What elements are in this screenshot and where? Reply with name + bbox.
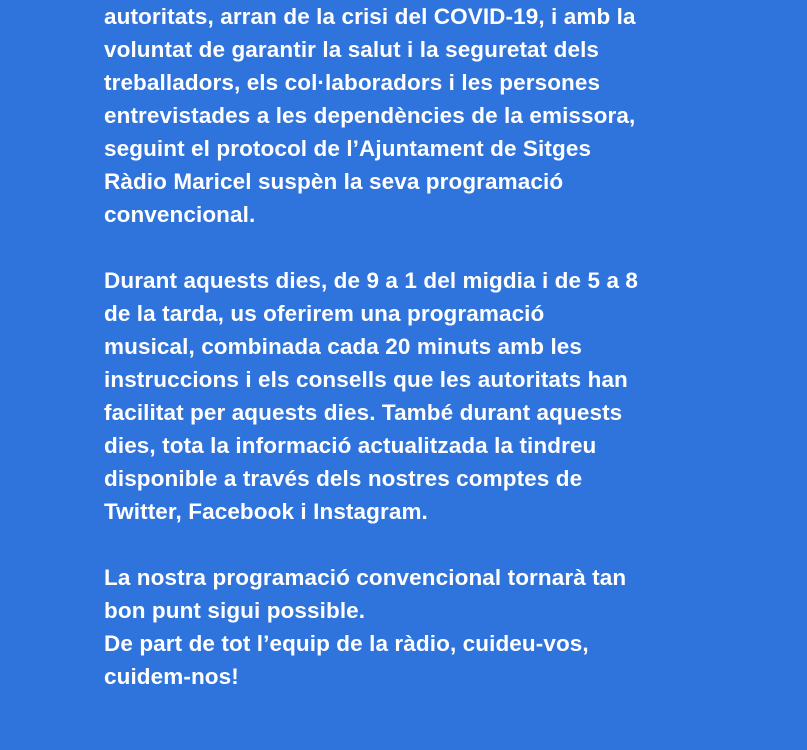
text-line: convencional. [104,202,256,227]
text-line: Durant aquests dies, de 9 a 1 del migdia i de 5 a 8 [104,268,639,293]
text-line: musical, combinada cada 20 minuts amb les [104,334,583,359]
text-line: voluntat de garantir la salut i la seguretat dels [104,37,600,62]
text-line: facilitat per aquests dies. També durant aquests [104,400,623,425]
paragraph-schedule [104,264,794,528]
text-line: cuidem-nos! [104,664,239,689]
paragraph-closing [104,561,794,693]
text-line: La nostra programació convencional tornarà tan [104,565,627,590]
text-line: De part de tot l’equip de la ràdio, cuideu-vos, [104,631,589,656]
notice-text [104,0,794,693]
paragraph-spacer [104,528,794,561]
text-line: Ràdio Maricel suspèn la seva programació [104,169,564,194]
text-line: entrevistades a les dependències de la emissora, [104,103,636,128]
paragraph-spacer [104,231,794,264]
text-line: de la tarda, us oferirem una programació [104,301,545,326]
text-line: Twitter, Facebook i Instagram. [104,499,428,524]
paragraph-covid-suspension [104,0,794,231]
text-line: instruccions i els consells que les autoritats han [104,367,628,392]
text-line: bon punt sigui possible. [104,598,366,623]
text-line: disponible a través dels nostres comptes de [104,466,583,491]
text-line: treballadors, els col·laboradors i les persones [104,70,601,95]
text-line: dies, tota la informació actualitzada la tindreu [104,433,597,458]
text-line: seguint el protocol de l’Ajuntament de Sitges [104,136,592,161]
text-line: autoritats, arran de la crisi del COVID-19, i amb la [104,4,636,29]
